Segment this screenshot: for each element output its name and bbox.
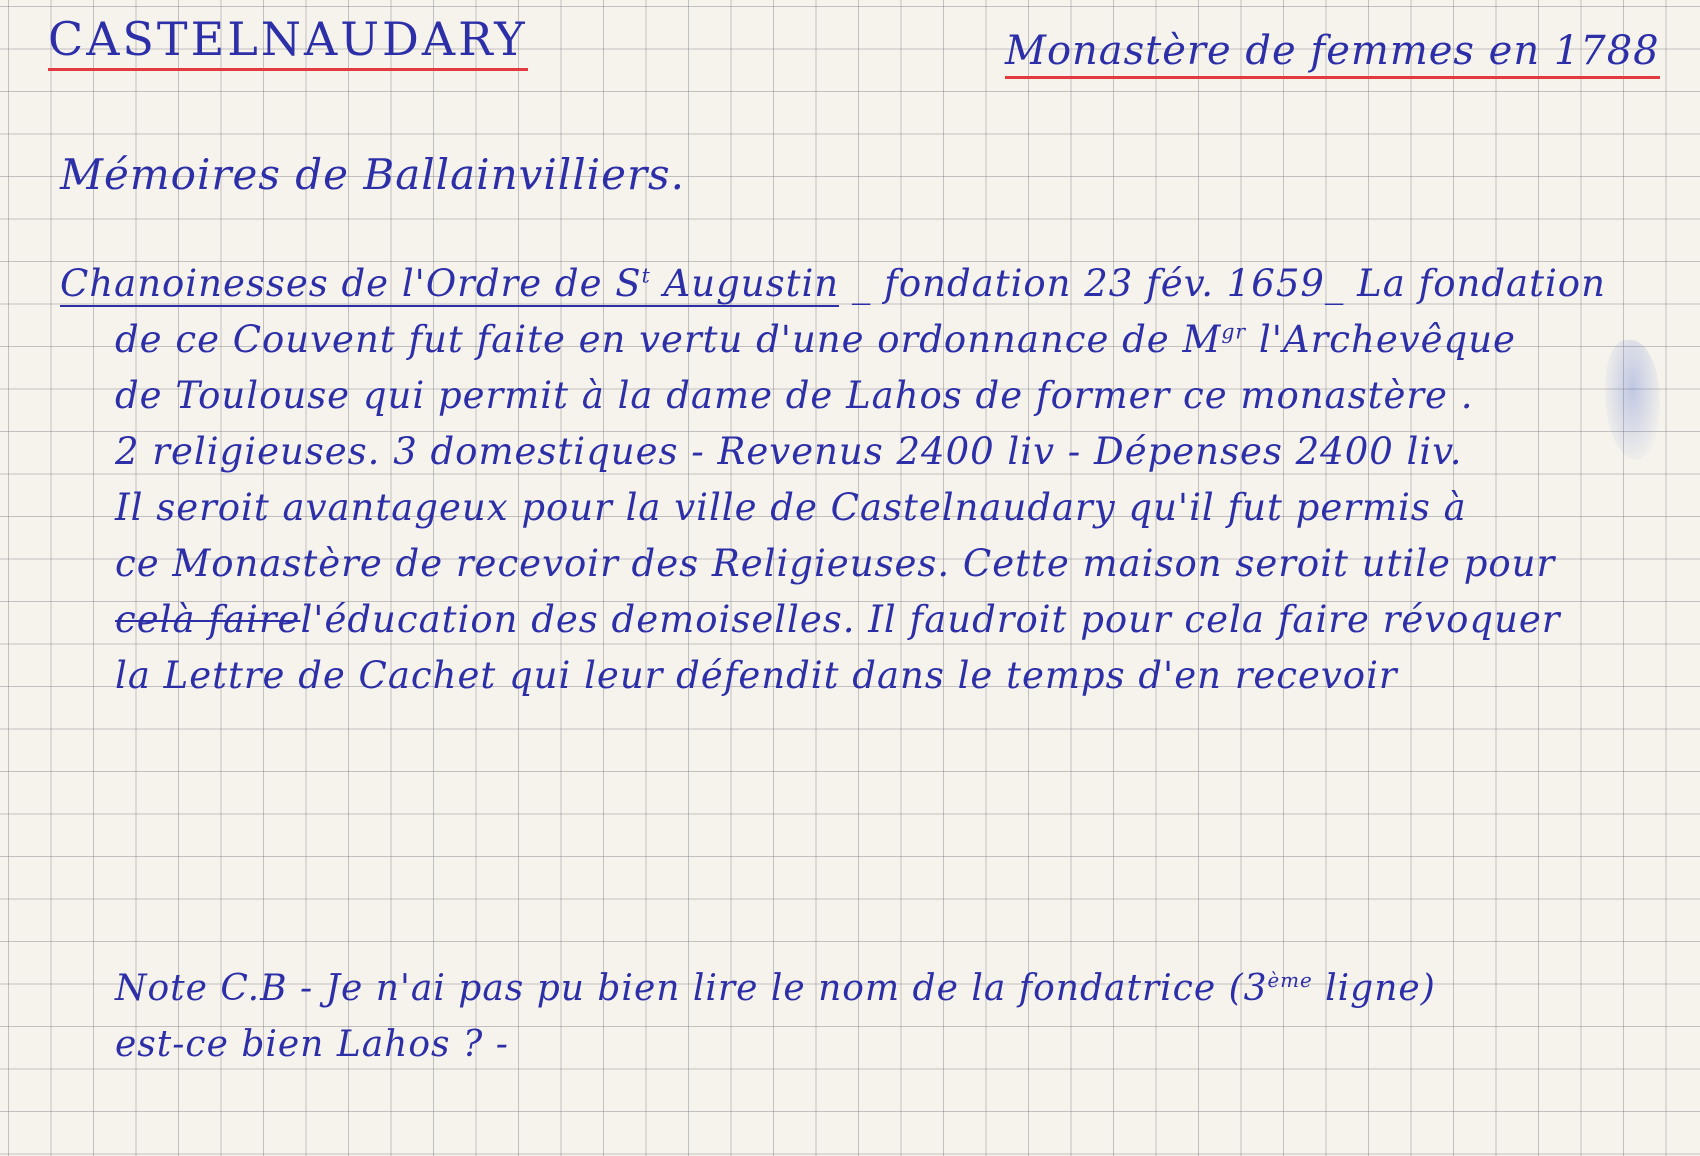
entry-line-6: ce Monastère de recevoir des Religieuses. Cette maison seroit utile pour [115,542,1556,585]
struck-text: celà faire [115,598,301,641]
foundation-date: fondation 23 fév. 1659_ La fondation [884,262,1606,305]
entry-line-4: 2 religieuses. 3 domestiques - Revenus 2400 liv - Dépenses 2400 liv. [115,430,1463,473]
subject-heading: Monastère de femmes en 1788 [1005,28,1660,79]
order-name: Chanoinesses de l'Ordre de $S^t$ Augustin [60,262,840,305]
town-heading: CASTELNAUDARY [48,12,528,71]
ink-stain [1605,340,1660,460]
note-line-2: est-ce bien Lahos ? - [115,1024,509,1065]
source-reference: Mémoires de Ballainvilliers. [60,150,685,199]
note-line-1: Note C.B - Je n'ai pas pu bien lire le nom de la fondatrice (3ème ligne) [115,968,1436,1009]
entry-line-1: Chanoinesses de l'Ordre de $S^t$ Augustin _ fondation 23 fév. 1659_ La fondation [60,262,1606,305]
entry-line-2: de ce Couvent fut faite en vertu d'une ordonnance de $M^{gr}$ l'Archevêque [115,318,1516,361]
entry-line-5: Il seroit avantageux pour la ville de Castelnaudary qu'il fut permis à [115,486,1467,529]
entry-line-8: la Lettre de Cachet qui leur défendit dans le temps d'en recevoir [115,654,1398,697]
entry-line-3: de Toulouse qui permit à la dame de Lahos de former ce monastère . [115,374,1474,417]
entry-line-7: celà fairel'éducation des demoiselles. Il faudroit pour cela faire révoquer [115,598,1561,641]
